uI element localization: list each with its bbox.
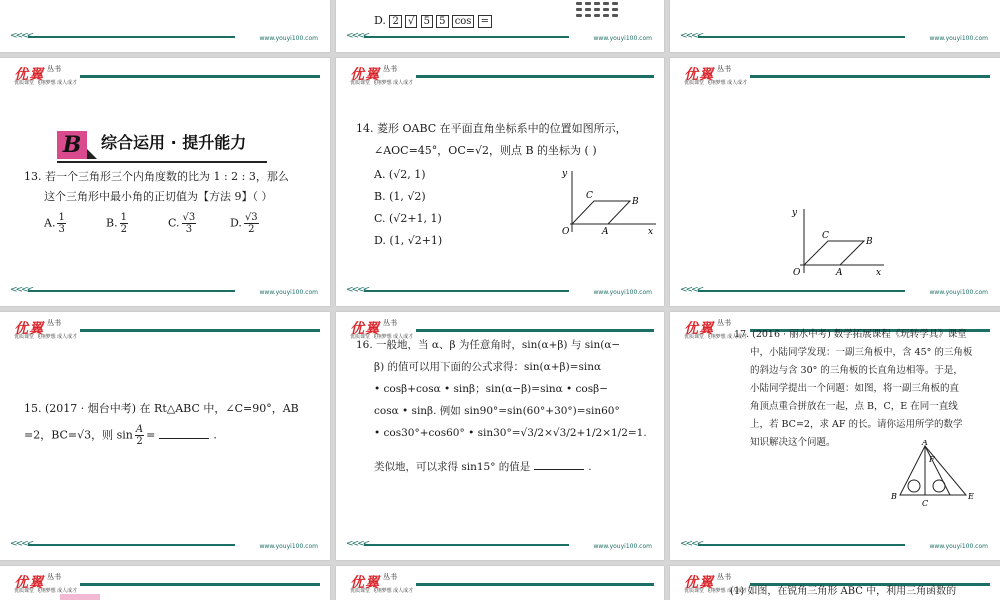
calculator-icon bbox=[576, 0, 621, 22]
brand-logo: 优翼 $^{丛书}$ bbox=[14, 319, 61, 337]
option-b[interactable]: B. (1, √2) bbox=[374, 190, 426, 203]
footer-band bbox=[698, 36, 905, 38]
question-line: 知识解决这个问题。 bbox=[750, 437, 836, 448]
svg-text:x: x bbox=[648, 227, 654, 236]
footer-chevrons: <<<< bbox=[346, 539, 369, 549]
slide-q14[interactable]: 优翼 $^{丛书}$ 优质课堂 飞翔梦想 成人成才 14. 菱形 OABC 在平面直角坐标系中的位置如图所示， ∠AOC=45°，OC=√2，则点 B 的坐标为 ( ) A. (√2, 1) B. (1, √2) C. (√2+1, 1) D. (1, √2+1) y x O A B C <<<< www.youyi100.com bbox=[336, 58, 664, 306]
svg-text:C: C bbox=[922, 499, 929, 508]
footer-chevrons: <<<< bbox=[10, 31, 33, 41]
svg-text:E: E bbox=[968, 492, 974, 501]
slide-q15[interactable]: 优翼 $^{丛书}$ 优质课堂 飞翔梦想 成人成才 15. (2017 · 烟台中考) 在 Rt△ABC 中，∠C=90°，AB =2，BC=√3，则 sin $\frac{A}{2}$ = . <<<< www.youyi100.com bbox=[0, 312, 330, 560]
svg-text:O: O bbox=[793, 268, 801, 278]
brand-logo: 优翼 $^{丛书}$ bbox=[14, 65, 61, 83]
question-line: ∠AOC=45°，OC=√2，则点 B 的坐标为 ( ) bbox=[374, 144, 597, 157]
question-line: 这个三角形中最小角的正切值为【方法 9】（ ） bbox=[44, 190, 273, 203]
question-line: 中，小陆同学发现：一副三角板中，含 45° 的三角板 bbox=[750, 347, 973, 358]
slide-q16[interactable]: 优翼 $^{丛书}$ 优质课堂 飞翔梦想 成人成才 16. 一般地，当 α、β 为任意角时，sin(α+β) 与 sin(α− β) 的值可以用下面的公式求得：sin(α+β)=sinα • cosβ+cosα • sinβ；sin(α−β)=sinα • cosβ− cosα • sinβ. 例如 sin90°=sin(60°+30°)=sin60° • cos30°+cos60° • sin30°=√3/2×√3/2+1/2×1/2=1. 类似地，可以求得 sin15° 的值是 . <<<< www.youyi100.com bbox=[336, 312, 664, 560]
option-d[interactable]: D. $\frac{√3}{2}$ bbox=[230, 212, 258, 235]
header-band bbox=[750, 75, 990, 78]
footer-url: www.youyi100.com bbox=[929, 543, 988, 550]
question-line: 类似地，可以求得 sin15° 的值是 . bbox=[374, 461, 592, 473]
footer-band bbox=[28, 544, 235, 546]
slide-row4-right: 优翼 $^{丛书}$ 优质课堂 飞翔梦想 成人成才 (1) 如图，在锐角三角形 ABC 中，利用三角函数的 bbox=[670, 566, 1000, 600]
svg-text:B: B bbox=[632, 197, 639, 207]
header-band bbox=[416, 75, 654, 78]
question-line: 上，若 BC=2，求 AF 的长。请你运用所学的数学 bbox=[750, 419, 963, 430]
question-line: 16. 一般地，当 α、β 为任意角时，sin(α+β) 与 sin(α− bbox=[356, 339, 621, 351]
brand-logo: 优翼 $^{丛书}$ bbox=[350, 65, 397, 83]
option-d: D. 2 √ 5 5 cos = bbox=[374, 14, 492, 27]
svg-text:x: x bbox=[876, 268, 882, 278]
brand-logo: 优翼 $^{丛书}$ bbox=[350, 319, 397, 337]
option-c[interactable]: C. $\frac{√3}{3}$ bbox=[168, 212, 196, 235]
svg-text:A: A bbox=[602, 227, 609, 236]
header-band bbox=[80, 583, 320, 586]
brand-logo: 优翼 $^{丛书}$ bbox=[14, 573, 61, 591]
option-b[interactable]: B. $\frac{1}{2}$ bbox=[106, 212, 127, 235]
footer-band bbox=[28, 290, 235, 292]
question-line: 的斜边与含 30° 的三角板的长直角边相等。于是， bbox=[750, 365, 963, 376]
svg-text:A: A bbox=[922, 440, 928, 447]
footer-chevrons: <<<< bbox=[680, 31, 703, 41]
option-c[interactable]: C. (√2+1, 1) bbox=[374, 212, 442, 225]
footer-chevrons: <<<< bbox=[10, 285, 33, 295]
header-band bbox=[80, 75, 320, 78]
header-band bbox=[416, 583, 654, 586]
brand-logo: 优翼 $^{丛书}$ bbox=[684, 65, 731, 83]
svg-text:O: O bbox=[562, 227, 570, 236]
section-letter: B bbox=[57, 131, 87, 159]
footer-chevrons: <<<< bbox=[10, 539, 33, 549]
footer-url: www.youyi100.com bbox=[593, 289, 652, 296]
section-arrow-icon bbox=[87, 149, 97, 159]
svg-text:y: y bbox=[792, 208, 798, 218]
section-heading bbox=[57, 131, 246, 159]
footer-url: www.youyi100.com bbox=[259, 543, 318, 550]
footer-url: www.youyi100.com bbox=[259, 35, 318, 42]
question-line: 15. (2017 · 烟台中考) 在 Rt△ABC 中，∠C=90°，AB bbox=[24, 402, 299, 415]
footer-band bbox=[28, 36, 235, 38]
rhombus-figure bbox=[558, 166, 658, 236]
question-line: =2，BC=√3，则 sin $\frac{A}{2}$ = . bbox=[24, 424, 217, 447]
svg-text:C: C bbox=[586, 191, 593, 201]
question-line: • cosβ+cosα • sinβ；sin(α−β)=sinα • cosβ− bbox=[374, 383, 609, 395]
svg-text:B: B bbox=[891, 492, 897, 501]
rhombus-figure bbox=[788, 203, 888, 279]
footer-chevrons: <<<< bbox=[680, 285, 703, 295]
svg-text:y: y bbox=[562, 169, 568, 179]
option-a[interactable]: A. $\frac{1}{3}$ bbox=[44, 212, 65, 235]
question-line: 17. (2016 · 丽水中考) 数学拓展课程《玩转学具》课堂 bbox=[734, 329, 967, 340]
question-line: 13. 若一个三角形三个内角度数的比为 1 : 2 : 3，那么 bbox=[24, 170, 289, 183]
footer-url: www.youyi100.com bbox=[929, 289, 988, 296]
footer-url: www.youyi100.com bbox=[929, 35, 988, 42]
option-a[interactable]: A. (√2, 1) bbox=[374, 168, 426, 181]
footer-band bbox=[364, 36, 569, 38]
question-line: 角顶点重合拼放在一起，点 B，C，E 在同一直线 bbox=[750, 401, 958, 412]
footer-band bbox=[698, 290, 905, 292]
answer-blank[interactable] bbox=[159, 438, 209, 439]
option-d[interactable]: D. (1, √2+1) bbox=[374, 234, 443, 247]
section-title: 综合运用 · 提升能力 bbox=[101, 133, 247, 152]
footer-chevrons: <<<< bbox=[346, 285, 369, 295]
question-line: • cos30°+cos60° • sin30°=√3/2×√3/2+1/2×1/2=1. bbox=[374, 427, 647, 439]
question-line: (1) 如图，在锐角三角形 ABC 中，利用三角函数的 bbox=[730, 586, 957, 597]
fraction: $\frac{A}{2}$ bbox=[135, 424, 144, 447]
footer-url: www.youyi100.com bbox=[259, 289, 318, 296]
question-line: cosα • sinβ. 例如 sin90°=sin(60°+30°)=sin60° bbox=[374, 405, 620, 417]
footer-url: www.youyi100.com bbox=[593, 543, 652, 550]
answer-blank[interactable] bbox=[534, 469, 584, 470]
slide-row1-right bbox=[670, 0, 1000, 52]
section-stub bbox=[60, 594, 100, 600]
brand-logo: 优翼 $^{丛书}$ bbox=[684, 573, 731, 591]
slide-q13[interactable]: 优翼 $^{丛书}$ 优质课堂 飞翔梦想 成人成才 B 综合运用 · 提升能力 13. 若一个三角形三个内角度数的比为 1 : 2 : 3，那么 这个三角形中最小角的正切值为【方法 9】（ ） A. $\frac{1}{3}$ B. $\frac{1}{2}$ C. $\frac{√3}{3}$ D. $\frac{√3}{2}$ <<<< www.youyi100.com bbox=[0, 58, 330, 306]
footer-band bbox=[364, 544, 569, 546]
slide-row1-left bbox=[0, 0, 330, 52]
footer-band bbox=[364, 290, 569, 292]
triangle-figure bbox=[888, 440, 978, 510]
brand-logo: 优翼 $^{丛书}$ bbox=[684, 319, 731, 337]
svg-text:B: B bbox=[866, 237, 873, 247]
svg-text:A: A bbox=[836, 268, 843, 278]
question-line: 14. 菱形 OABC 在平面直角坐标系中的位置如图所示， bbox=[356, 122, 627, 135]
brand-logo: 优翼 $^{丛书}$ bbox=[350, 573, 397, 591]
footer-chevrons: <<<< bbox=[680, 539, 703, 549]
header-band bbox=[80, 329, 320, 332]
footer-url: www.youyi100.com bbox=[593, 35, 652, 42]
slide-row4-left: 优翼 $^{丛书}$ 优质课堂 飞翔梦想 成人成才 bbox=[0, 566, 330, 600]
slide-q14-figure[interactable]: 优翼 $^{丛书}$ 优质课堂 飞翔梦想 成人成才 y x O A B C <<<< www.youyi100.com bbox=[670, 58, 1000, 306]
svg-text:C: C bbox=[822, 231, 829, 241]
question-line: β) 的值可以用下面的公式求得：sin(α+β)=sinα bbox=[374, 361, 602, 373]
key-seq: 2 √ 5 5 cos = bbox=[389, 15, 492, 28]
slide-row4-mid: 优翼 $^{丛书}$ 优质课堂 飞翔梦想 成人成才 bbox=[336, 566, 664, 600]
question-line: 小陆同学提出一个问题：如图，将一副三角板的直 bbox=[750, 383, 960, 394]
header-band bbox=[416, 329, 654, 332]
footer-band bbox=[698, 544, 905, 546]
slide-q17[interactable]: 优翼 $^{丛书}$ 优质课堂 飞翔梦想 成人成才 17. (2016 · 丽水中考) 数学拓展课程《玩转学具》课堂 中，小陆同学发现：一副三角板中，含 45° 的三角板 的斜边与含 30° 的三角板的长直角边相等。于是， 小陆同学提出一个问题：如图，将一副三角板的直 角顶点重合拼放在一起，点 B，C，E 在同一直线 上，若 BC=2，求 AF 的长。请你运用所学的数学 知识解决这个问题。 A F B C E <<<< www.youyi100.com bbox=[670, 312, 1000, 560]
footer-chevrons: <<<< bbox=[346, 31, 369, 41]
slide-row1-mid bbox=[336, 0, 664, 52]
svg-text:F: F bbox=[929, 455, 935, 464]
section-underline bbox=[57, 161, 267, 163]
